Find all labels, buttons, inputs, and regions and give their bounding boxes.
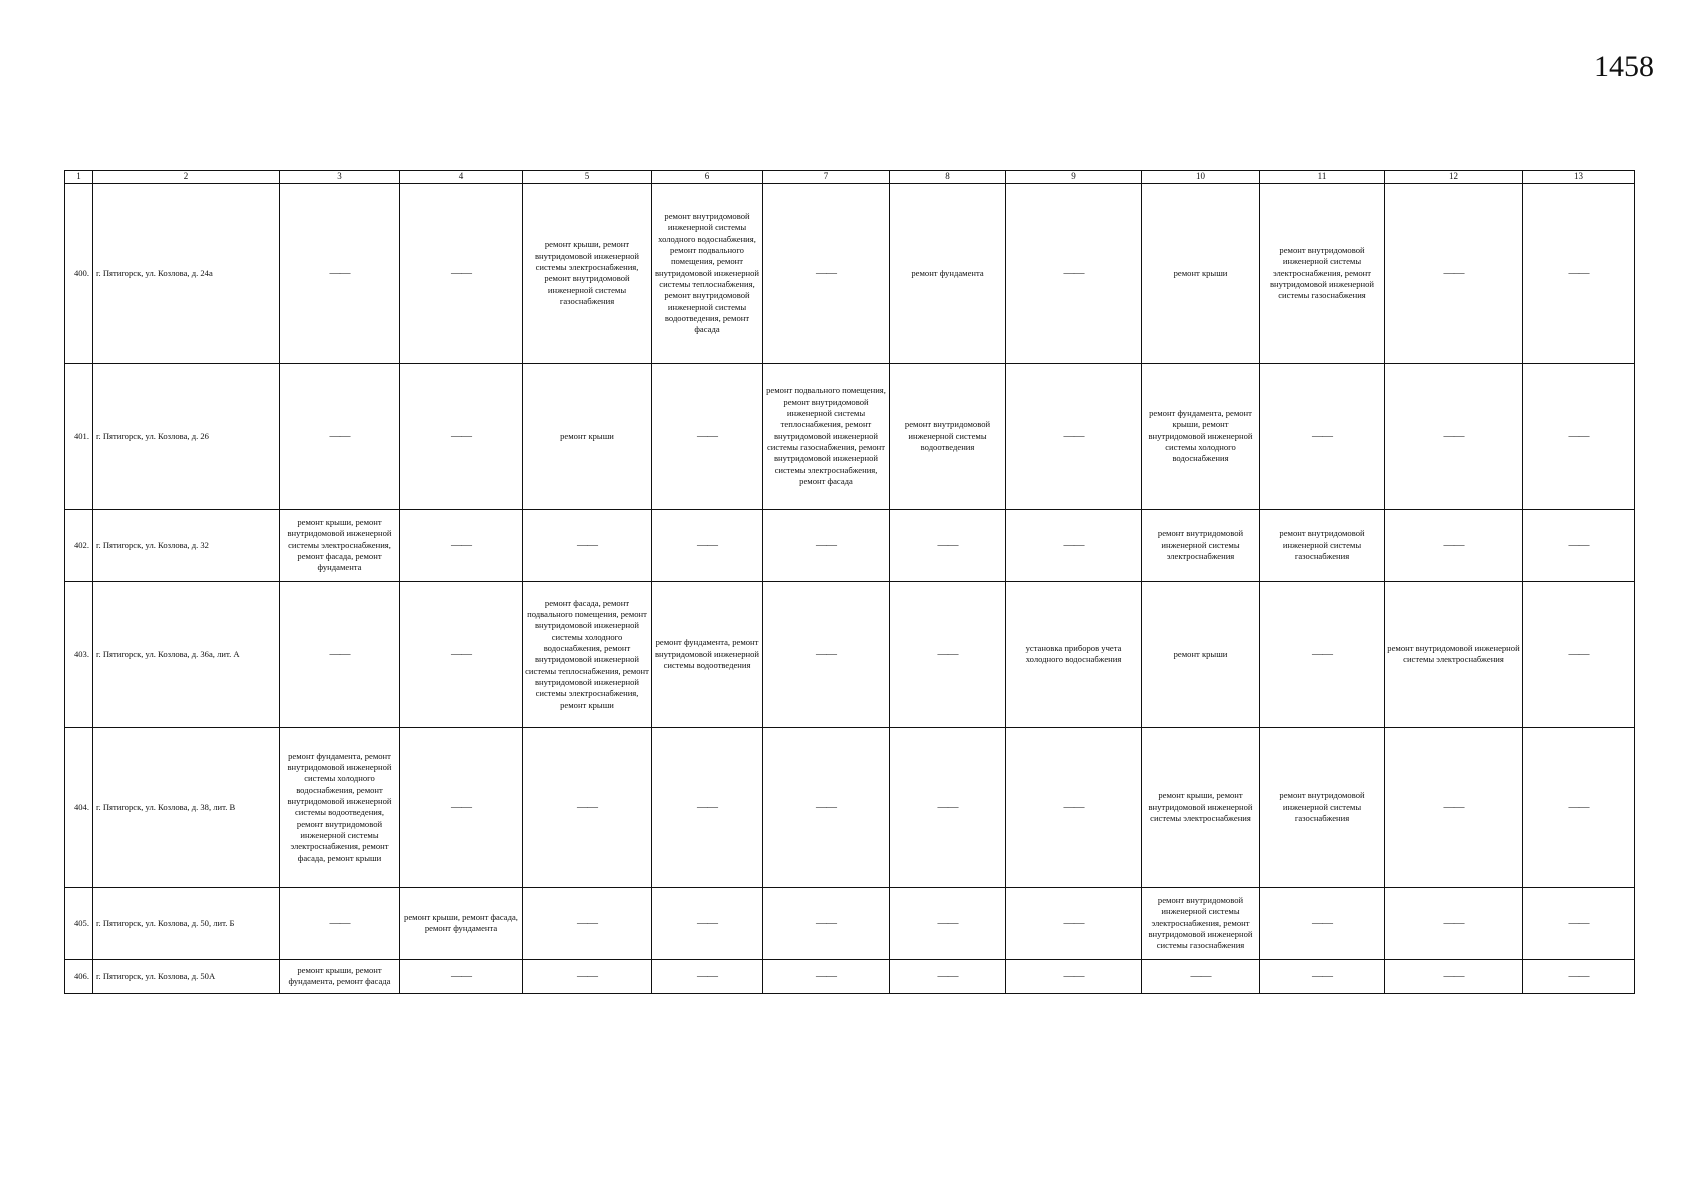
work-cell: ремонт подвального помещения, ремонт внутридомовой инженерной системы теплоснабжения, ремонт внутридомовой инженерной системы газоснабжения, ремонт внутридомовой инженерной системы электроснабжения, ремонт фасада <box>763 363 890 509</box>
work-cell: —— <box>652 887 763 959</box>
column-header: 4 <box>400 171 523 184</box>
column-header: 13 <box>1523 171 1635 184</box>
work-cell: —— <box>1523 509 1635 581</box>
work-cell: —— <box>1260 959 1385 993</box>
work-cell: ремонт крыши <box>523 363 652 509</box>
work-cell: —— <box>1006 727 1142 887</box>
work-cell: ремонт крыши, ремонт внутридомовой инженерной системы электроснабжения, ремонт внутридомовой инженерной системы газоснабжения <box>523 183 652 363</box>
work-cell: —— <box>652 727 763 887</box>
work-cell: ремонт внутридомовой инженерной системы электроснабжения, ремонт внутридомовой инженерной системы газоснабжения <box>1260 183 1385 363</box>
work-cell: ремонт крыши, ремонт внутридомовой инженерной системы электроснабжения, ремонт фасада, ремонт фундамента <box>280 509 400 581</box>
work-cell: —— <box>890 887 1006 959</box>
column-header: 3 <box>280 171 400 184</box>
row-number: 403. <box>65 581 93 727</box>
work-cell: —— <box>1385 509 1523 581</box>
table-row <box>65 363 1635 509</box>
work-cell: —— <box>763 183 890 363</box>
column-header: 5 <box>523 171 652 184</box>
work-cell: —— <box>1006 509 1142 581</box>
work-cell: —— <box>890 959 1006 993</box>
work-cell: —— <box>1006 363 1142 509</box>
work-cell: —— <box>1260 887 1385 959</box>
work-cell: —— <box>400 509 523 581</box>
work-cell: —— <box>1385 727 1523 887</box>
work-cell: —— <box>652 509 763 581</box>
address-cell: г. Пятигорск, ул. Козлова, д. 50А <box>93 959 280 993</box>
table-body <box>65 183 1635 993</box>
work-cell: —— <box>763 727 890 887</box>
work-cell: ремонт внутридомовой инженерной системы электроснабжения <box>1385 581 1523 727</box>
address-cell: г. Пятигорск, ул. Козлова, д. 36а, лит. А <box>93 581 280 727</box>
work-cell: ремонт внутридомовой инженерной системы электроснабжения, ремонт внутридомовой инженерной системы газоснабжения <box>1142 887 1260 959</box>
work-cell: —— <box>763 887 890 959</box>
address-cell: г. Пятигорск, ул. Козлова, д. 50, лит. Б <box>93 887 280 959</box>
table-row <box>65 887 1635 959</box>
work-cell: —— <box>523 959 652 993</box>
work-cell: —— <box>1260 363 1385 509</box>
work-cell: —— <box>652 959 763 993</box>
column-header: 8 <box>890 171 1006 184</box>
row-number: 406. <box>65 959 93 993</box>
work-cell: ремонт внутридомовой инженерной системы холодного водоснабжения, ремонт подвального помещения, ремонт внутридомовой инженерной системы теплоснабжения, ремонт внутридомовой инженерной системы водоотведения, ремонт фасада <box>652 183 763 363</box>
work-cell: —— <box>1523 727 1635 887</box>
work-cell: —— <box>763 581 890 727</box>
work-cell: —— <box>400 183 523 363</box>
work-cell: —— <box>1523 183 1635 363</box>
work-cell: —— <box>890 727 1006 887</box>
work-cell: —— <box>1385 363 1523 509</box>
work-cell: —— <box>1523 959 1635 993</box>
work-cell: —— <box>1523 581 1635 727</box>
work-cell: ремонт фундамента <box>890 183 1006 363</box>
address-cell: г. Пятигорск, ул. Козлова, д. 26 <box>93 363 280 509</box>
work-cell: ремонт внутридомовой инженерной системы водоотведения <box>890 363 1006 509</box>
work-cell: ремонт внутридомовой инженерной системы электроснабжения <box>1142 509 1260 581</box>
work-cell: —— <box>400 581 523 727</box>
work-cell: —— <box>280 363 400 509</box>
table-row <box>65 509 1635 581</box>
work-cell: —— <box>400 727 523 887</box>
work-cell: установка приборов учета холодного водоснабжения <box>1006 581 1142 727</box>
work-cell: ремонт внутридомовой инженерной системы газоснабжения <box>1260 727 1385 887</box>
work-cell: ремонт крыши <box>1142 183 1260 363</box>
column-header: 7 <box>763 171 890 184</box>
table-row <box>65 727 1635 887</box>
column-header: 11 <box>1260 171 1385 184</box>
work-cell: —— <box>890 509 1006 581</box>
table-row <box>65 959 1635 993</box>
work-cell: —— <box>1142 959 1260 993</box>
row-number: 401. <box>65 363 93 509</box>
repair-schedule-table <box>64 170 1635 994</box>
work-cell: —— <box>1385 887 1523 959</box>
work-cell: —— <box>280 183 400 363</box>
work-cell: —— <box>763 959 890 993</box>
column-header: 6 <box>652 171 763 184</box>
column-number-row <box>65 171 1635 184</box>
table-row <box>65 183 1635 363</box>
work-cell: —— <box>523 509 652 581</box>
row-number: 405. <box>65 887 93 959</box>
column-header: 1 <box>65 171 93 184</box>
work-cell: —— <box>523 887 652 959</box>
work-cell: —— <box>1385 959 1523 993</box>
work-cell: —— <box>763 509 890 581</box>
row-number: 404. <box>65 727 93 887</box>
work-cell: —— <box>1006 183 1142 363</box>
work-cell: ремонт крыши, ремонт фундамента, ремонт фасада <box>280 959 400 993</box>
work-cell: ремонт фундамента, ремонт крыши, ремонт внутридомовой инженерной системы холодного водоснабжения <box>1142 363 1260 509</box>
work-cell: —— <box>400 959 523 993</box>
column-header: 2 <box>93 171 280 184</box>
row-number: 402. <box>65 509 93 581</box>
work-cell: ремонт крыши <box>1142 581 1260 727</box>
work-cell: —— <box>1385 183 1523 363</box>
work-cell: —— <box>280 581 400 727</box>
work-cell: —— <box>1006 887 1142 959</box>
page-number: 1458 <box>1594 50 1654 83</box>
work-cell: —— <box>1523 363 1635 509</box>
work-cell: —— <box>523 727 652 887</box>
address-cell: г. Пятигорск, ул. Козлова, д. 38, лит. В <box>93 727 280 887</box>
work-cell: ремонт крыши, ремонт фасада, ремонт фундамента <box>400 887 523 959</box>
work-cell: —— <box>280 887 400 959</box>
work-cell: —— <box>1523 887 1635 959</box>
column-header: 9 <box>1006 171 1142 184</box>
column-header: 10 <box>1142 171 1260 184</box>
address-cell: г. Пятигорск, ул. Козлова, д. 24а <box>93 183 280 363</box>
work-cell: ремонт крыши, ремонт внутридомовой инженерной системы электроснабжения <box>1142 727 1260 887</box>
work-cell: —— <box>890 581 1006 727</box>
column-header: 12 <box>1385 171 1523 184</box>
work-cell: ремонт фундамента, ремонт внутридомовой инженерной системы водоотведения <box>652 581 763 727</box>
address-cell: г. Пятигорск, ул. Козлова, д. 32 <box>93 509 280 581</box>
work-cell: —— <box>652 363 763 509</box>
work-cell: ремонт фундамента, ремонт внутридомовой инженерной системы холодного водоснабжения, ремонт внутридомовой инженерной системы водоотведения, ремонт внутридомовой инженерной системы электроснабжения, ремонт фасада, ремонт крыши <box>280 727 400 887</box>
work-cell: ремонт внутридомовой инженерной системы газоснабжения <box>1260 509 1385 581</box>
row-number: 400. <box>65 183 93 363</box>
work-cell: —— <box>1260 581 1385 727</box>
work-cell: ремонт фасада, ремонт подвального помещения, ремонт внутридомовой инженерной системы холодного водоснабжения, ремонт внутридомовой инженерной системы теплоснабжения, ремонт внутридомовой инженерной системы электроснабжения, ремонт крыши <box>523 581 652 727</box>
work-cell: —— <box>400 363 523 509</box>
table-row <box>65 581 1635 727</box>
work-cell: —— <box>1006 959 1142 993</box>
